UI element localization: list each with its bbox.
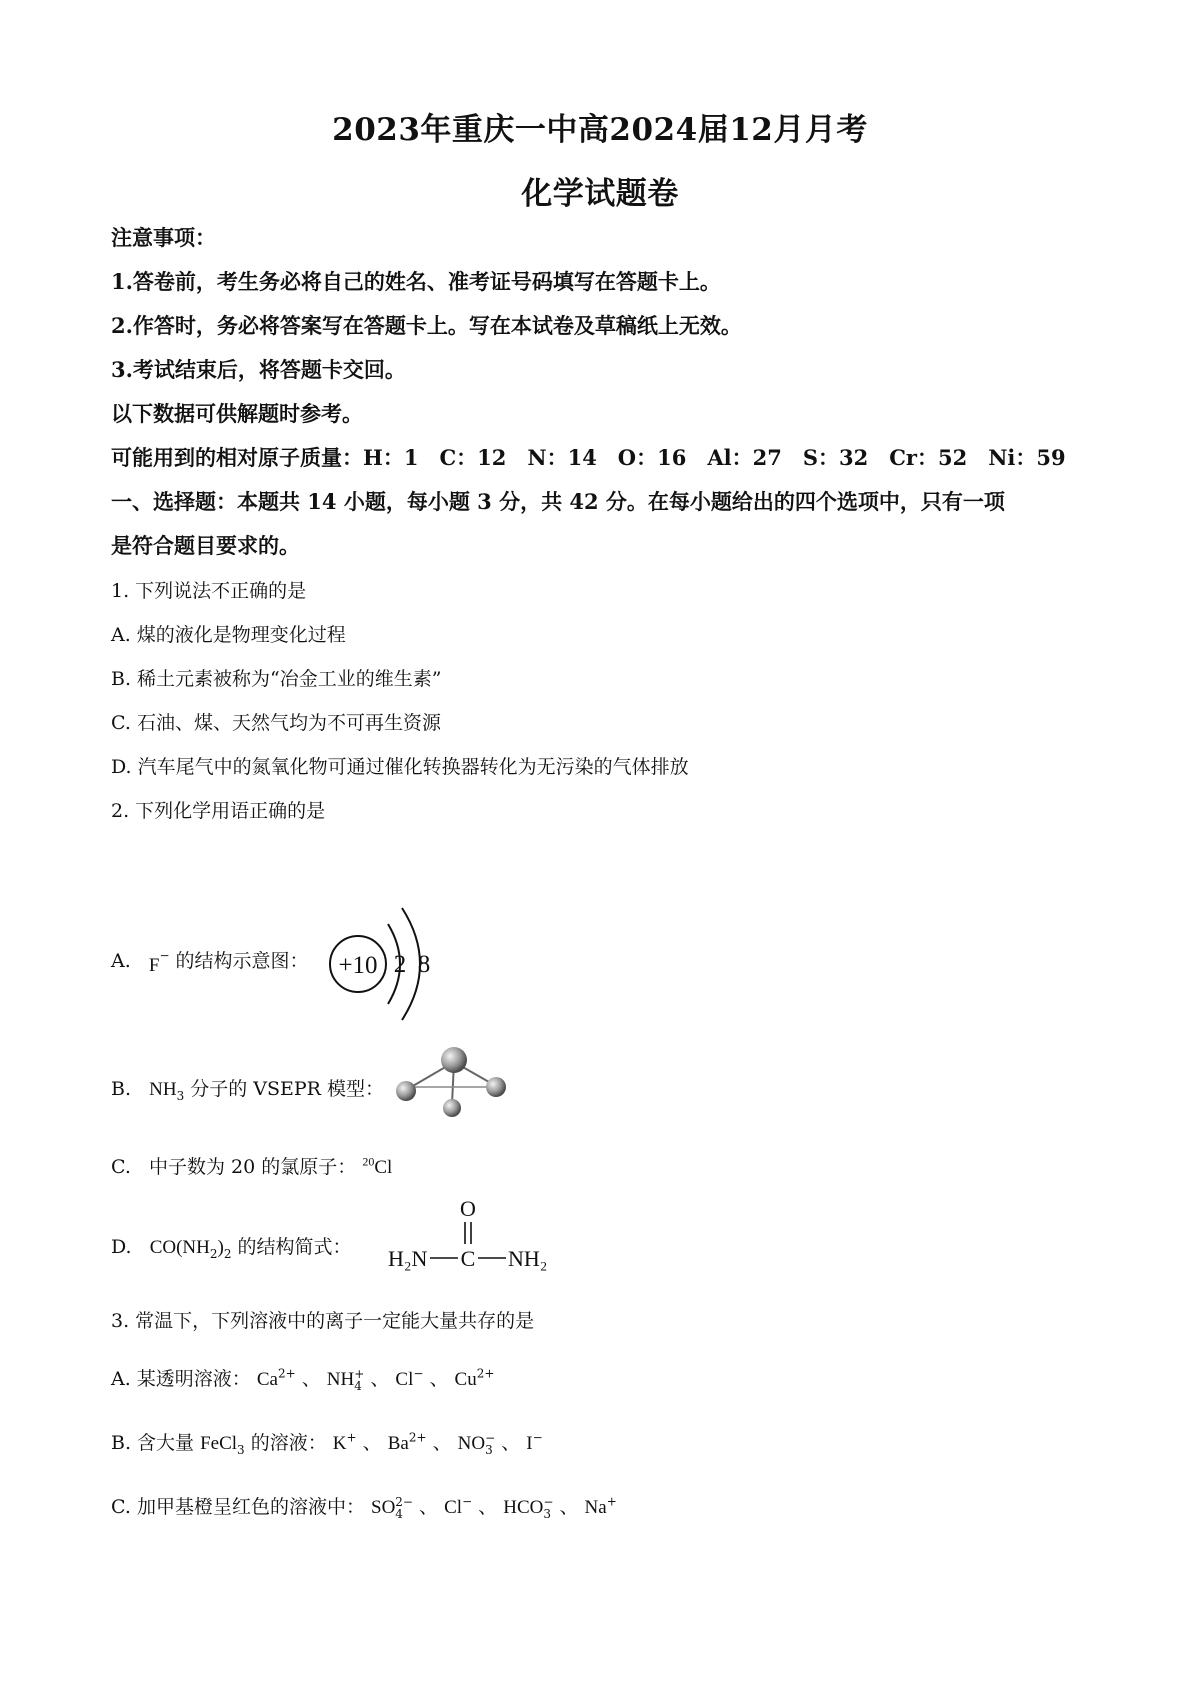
ion: I [526,1433,533,1454]
ion: Cl [395,1369,414,1390]
separator: 、 [429,1368,449,1390]
salt-subscript: 3 [237,1442,245,1457]
q3-stem: 3. 常温下，下列溶液中的离子一定能大量共存的是 [111,1310,535,1332]
atomic-mass-line: 可能用到的相对原子质量：H：1 C：12 N：14 O：16 Al：27 S：32 Cr：52 Ni：59 [111,445,1066,470]
q2-d-sub2: 2 [223,1246,232,1261]
nh3-vsepr-model [392,1040,512,1122]
ion-charge: 2− [395,1495,413,1509]
ion: Cu [454,1369,477,1390]
q2-d-letter: D. [111,1236,132,1258]
outer-atom-ball [486,1077,506,1097]
q2-d-formula-a: CO(NH [149,1237,210,1258]
ion-subscript: 3 [543,1507,551,1521]
separator: 、 [501,1432,521,1454]
q2-d-text: 的结构简式： [237,1236,352,1258]
ion-charge: − [462,1494,473,1509]
q1-option-d: D. 汽车尾气中的氮氧化物可通过催化转换器转化为无污染的气体排放 [111,756,689,778]
q3-c-text: C. 加甲基橙呈红色的溶液中： [111,1496,365,1518]
urea-structural-formula [384,1192,554,1276]
notice-heading: 注意事项： [111,225,216,250]
q2-c-symbol: Cl [374,1157,393,1178]
q2-b-text: 分子的 VSEPR 模型： [190,1078,385,1100]
ion: Cl [444,1497,463,1518]
ion: SO [371,1497,396,1518]
ion-charge: 2+ [476,1366,495,1381]
separator: 、 [301,1368,321,1390]
carbon-label: C [460,1246,476,1271]
q1-option-c: C. 石油、煤、天然气均为不可再生资源 [111,712,441,734]
right-amino-label: NH₂ [508,1246,548,1271]
notice-item-1: 1.答卷前，考生务必将自己的姓名、准考证号码填写在答题卡上。 [111,269,721,294]
ion-charge: + [346,1430,357,1445]
ion-subscript: 3 [485,1443,493,1457]
exam-subtitle: 化学试题卷 [521,176,679,212]
ion: K [332,1433,347,1454]
q2-a-species: F [148,955,160,976]
q3-b-text-b: 的溶液： [250,1432,327,1454]
oxygen-label: O [460,1196,476,1221]
q2-a-text: 的结构示意图： [175,950,309,972]
q2-b-formula: NH [149,1079,177,1100]
q3-b-text-a: B. 含大量 [111,1432,195,1454]
outer-atom-ball [443,1099,461,1117]
ion: HCO [503,1497,544,1518]
notice-item-2: 2.作答时，务必将答案写在答题卡上。写在本试卷及草稿纸上无效。 [111,313,742,338]
ion-charge: 2+ [408,1430,427,1445]
ion-charge: 2+ [277,1366,296,1381]
q2-d-sub1: 2 [209,1246,218,1261]
separator: 、 [370,1368,390,1390]
ion: Ba [387,1433,409,1454]
q1-option-a: A. 煤的液化是物理变化过程 [111,624,346,646]
ion-charge: − [485,1431,496,1445]
q2-b-letter: B. [111,1078,132,1100]
ion-charge: − [543,1495,554,1509]
separator: 、 [419,1496,439,1518]
shell-2-count: 8 [417,951,431,978]
separator: 、 [478,1496,498,1518]
ion-charge: − [413,1366,424,1381]
ion-charge: + [606,1494,617,1509]
salt-formula: FeCl [200,1433,238,1454]
ion-charge: − [532,1430,543,1445]
nucleus-label: +10 [338,952,378,979]
section-heading-line2: 是符合题目要求的。 [111,533,300,558]
ion: Na [584,1497,607,1518]
left-amino-label: H₂N [388,1246,428,1271]
exam-title: 2023年重庆一中高2024届12月月考 [332,112,868,148]
q2-a-charge: − [159,948,170,963]
section-heading-line1: 一、选择题：本题共 14 小题，每小题 3 分，共 42 分。在每小题给出的四个选项中，只有一项 [111,489,1005,514]
q2-option-c [111,1152,392,1179]
outer-atom-ball [396,1081,416,1101]
ion: NO [457,1433,486,1454]
q2-b-subscript: 3 [176,1088,185,1103]
separator: 、 [362,1432,382,1454]
notice-item-3: 3.考试结束后，将答题卡交回。 [111,357,406,382]
reference-note: 以下数据可供解题时参考。 [111,401,363,426]
q2-c-mass-number: 20 [362,1154,375,1169]
q2-option-d [111,1232,352,1261]
q2-c-text: 中子数为 20 的氯原子： [149,1156,357,1178]
fluoride-ion-structure-diagram [322,902,442,1026]
q3-option-b [111,1428,543,1457]
q2-option-a [111,946,309,976]
separator: 、 [559,1496,579,1518]
ion-subscript: 4 [395,1507,403,1521]
q3-option-a [111,1364,494,1392]
central-atom-ball [441,1047,467,1073]
ion: Ca [256,1369,278,1390]
q2-option-b [111,1074,384,1103]
q3-option-c [111,1492,617,1520]
separator: 、 [432,1432,452,1454]
q2-c-letter: C. [111,1156,131,1178]
ion-charge: + [354,1367,365,1381]
shell-1-count: 2 [393,951,407,978]
q2-d-formula-b: ) [217,1237,224,1258]
q2-stem: 2. 下列化学用语正确的是 [111,800,326,822]
ion-subscript: 4 [354,1379,362,1393]
q3-a-text: A. 某透明溶液： [111,1368,251,1390]
ion: NH [326,1369,355,1390]
q2-a-letter: A. [111,950,131,972]
q1-option-b: B. 稀土元素被称为“冶金工业的维生素” [111,668,442,690]
q1-stem: 1. 下列说法不正确的是 [111,580,307,602]
